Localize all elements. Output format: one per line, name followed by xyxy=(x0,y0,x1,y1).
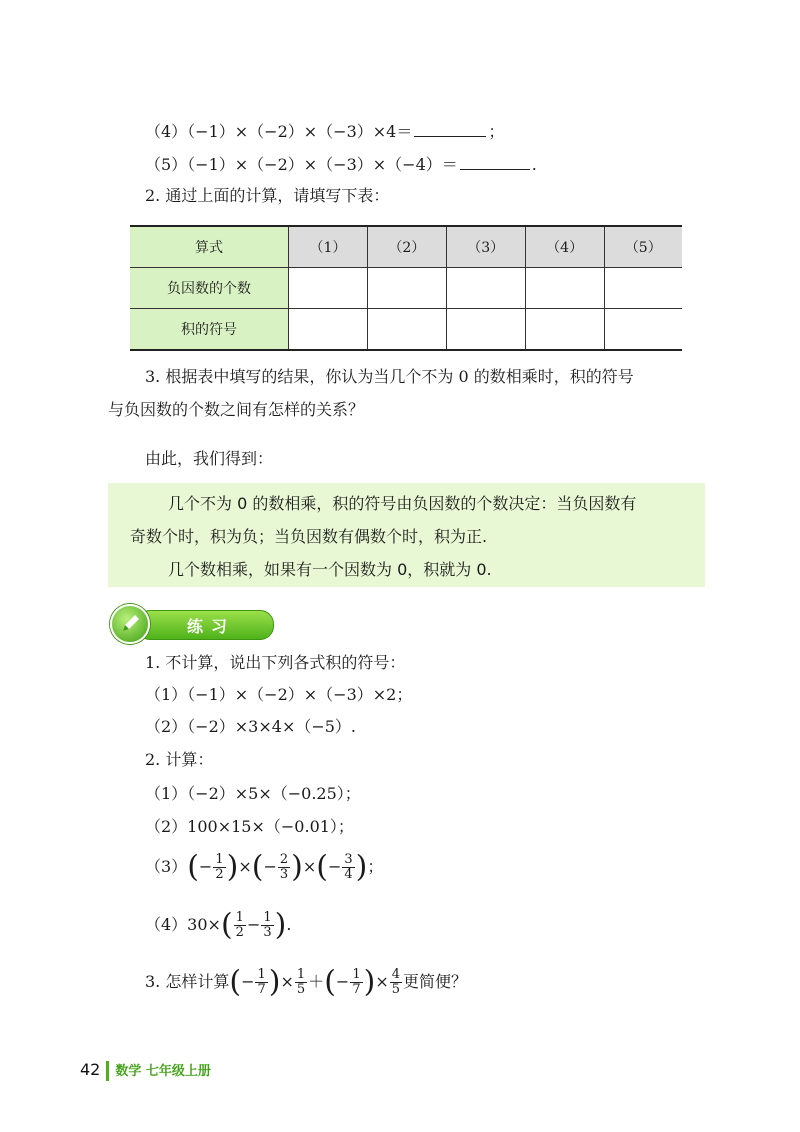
table-header-cell: （5） xyxy=(604,226,682,268)
item-4: （4）（−1）×（−2）×（−3）×4＝ ； xyxy=(145,118,504,144)
pencil-icon xyxy=(110,604,150,644)
fraction: $\frac{1}{3}$ xyxy=(263,910,272,940)
rule-line-2: 奇数个时，积为负；当负因数有偶数个时，积为正. xyxy=(130,527,488,546)
exercise-q1a: （1）（−1）×（−2）×（−3）×2； xyxy=(145,685,413,704)
conclusion-intro: 由此，我们得到： xyxy=(145,449,274,468)
table-cell[interactable] xyxy=(367,268,446,309)
table-cell[interactable] xyxy=(289,268,368,309)
rule-line-3: 几个数相乘，如果有一个因数为 0，积就为 0. xyxy=(168,560,492,579)
table-header-row xyxy=(130,226,682,268)
rule-box xyxy=(108,483,705,587)
rule-line-1: 几个不为 0 的数相乘，积的符号由负因数的个数决定：当负因数有 xyxy=(168,494,637,513)
table-cell[interactable] xyxy=(604,309,682,351)
page-footer xyxy=(80,1060,211,1081)
exercise-q2d: （4）30×( $\frac{1}{2}$ − $\frac{1}{3}$ ). xyxy=(145,907,292,943)
table-cell[interactable] xyxy=(367,309,446,351)
sign-table xyxy=(130,225,682,351)
answer-blank-5[interactable] xyxy=(460,151,530,170)
fraction: $\frac{2}{3}$ xyxy=(279,852,289,882)
question-3-line-1: 3. 根据表中填写的结果，你认为当几个不为 0 的数相乘时，积的符号 xyxy=(145,367,634,386)
table-header-cell: 算式 xyxy=(130,226,289,268)
table-cell[interactable] xyxy=(525,309,604,351)
table-cell[interactable] xyxy=(446,268,525,309)
exercise-q3: 3. 怎样计算(− $\frac{1}{7}$ )× $\frac{1}{5}$ ＋(− $\frac{1}{7}$ )× $\frac{4}{5}$ 更简便？ xyxy=(145,964,468,1000)
table-row xyxy=(130,268,682,309)
exercise-q2: 2. 计算： xyxy=(145,750,214,769)
question-2: 2. 通过上面的计算，请填写下表： xyxy=(145,186,390,205)
fraction: $\frac{3}{4}$ xyxy=(344,852,353,882)
question-3-line-2: 与负因数的个数之间有怎样的关系？ xyxy=(108,400,365,419)
table-cell[interactable] xyxy=(446,309,525,351)
table-header-cell: （1） xyxy=(289,226,368,268)
fraction: $\frac{1}{2}$ xyxy=(235,910,244,940)
footer-divider xyxy=(106,1061,109,1081)
page-number: 42 xyxy=(80,1060,101,1079)
practice-label: 练习 xyxy=(187,617,236,636)
row-label-product-sign: 积的符号 xyxy=(130,309,289,351)
fraction: $\frac{4}{5}$ xyxy=(391,967,400,997)
table-header-cell: （3） xyxy=(446,226,525,268)
fraction: $\frac{1}{7}$ xyxy=(352,967,361,997)
table-cell[interactable] xyxy=(604,268,682,309)
fraction: $\frac{1}{2}$ xyxy=(215,852,224,882)
item-5: （5）（−1）×（−2）×（−3）×（−4）＝ . xyxy=(145,151,537,177)
table-cell[interactable] xyxy=(289,309,368,351)
table-cell[interactable] xyxy=(525,268,604,309)
row-label-negative-count: 负因数的个数 xyxy=(130,268,289,309)
table-row xyxy=(130,309,682,351)
fraction: $\frac{1}{5}$ xyxy=(296,967,306,997)
exercise-q1: 1. 不计算，说出下列各式积的符号： xyxy=(145,653,406,672)
exercise-q2a: （1）（−2）×5×（−0.25）； xyxy=(145,784,361,803)
exercise-q2b: （2）100×15×（−0.01）； xyxy=(145,817,354,836)
exercise-q2c: （3）(− $\frac{1}{2}$ )×(− $\frac{2}{3}$ )×(− $\frac{3}{4}$ )； xyxy=(145,849,384,885)
table-header-cell: （2） xyxy=(367,226,446,268)
practice-badge xyxy=(108,604,273,642)
answer-blank-4[interactable] xyxy=(414,118,486,137)
fraction: $\frac{1}{7}$ xyxy=(257,967,266,997)
table-header-cell: （4） xyxy=(525,226,604,268)
exercise-q1b: （2）（−2）×3×4×（−5）. xyxy=(145,717,357,736)
book-title: 数学 七年级上册 xyxy=(115,1064,211,1079)
